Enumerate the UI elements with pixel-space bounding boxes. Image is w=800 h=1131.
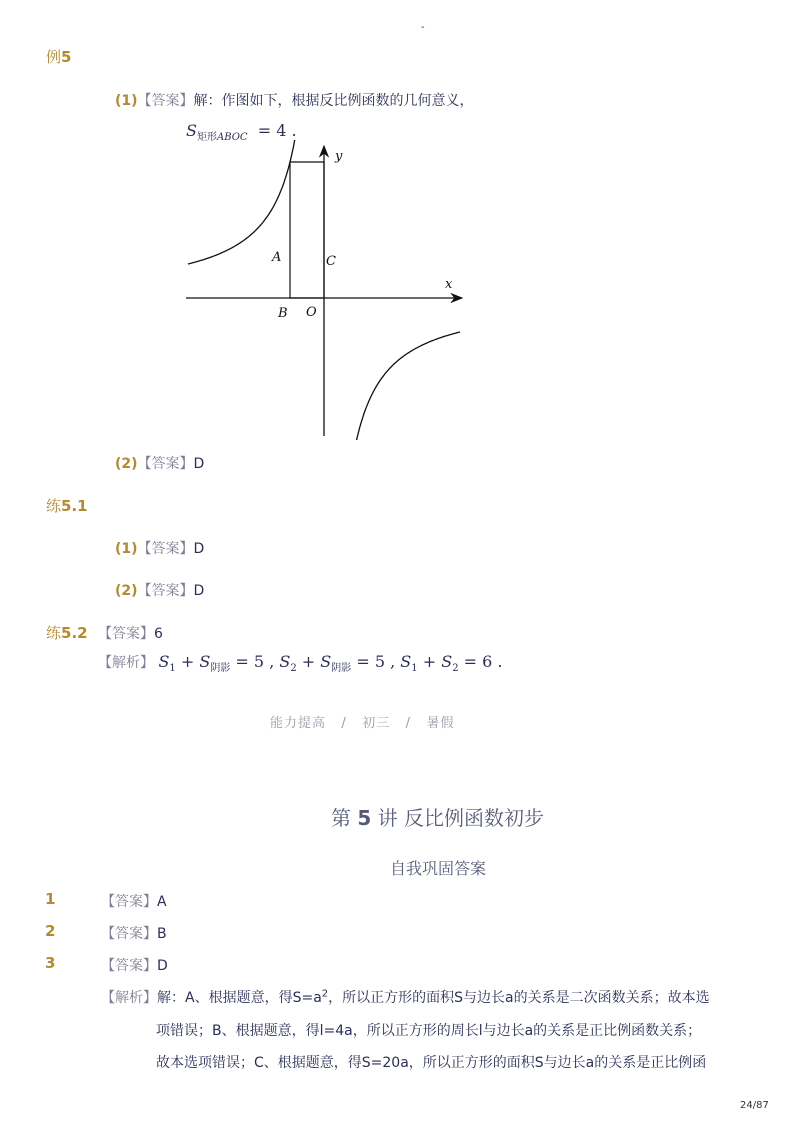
answer-value: D <box>193 456 205 472</box>
eq-op: + <box>296 652 321 671</box>
hyperbola-branch-upper-left <box>188 140 314 264</box>
practice-5-2-answer <box>98 623 163 643</box>
eq-result: = 5 <box>351 652 386 671</box>
formula-symbol: S <box>186 121 197 140</box>
eq-term: S <box>320 652 332 671</box>
answer-tag: 【答案】 <box>137 456 194 472</box>
example-label-prefix: 例 <box>46 48 62 66</box>
formula-sub-cn: 矩形 <box>196 132 217 144</box>
question-answer <box>101 923 167 943</box>
footer-separator: / <box>341 716 347 731</box>
point-label-b: B <box>278 306 288 321</box>
lecture-name: 讲 反比例函数初步 <box>377 806 544 830</box>
example-part1 <box>115 90 474 110</box>
analysis-text: 解：A、根据题意，得S=a <box>157 990 322 1006</box>
practice-label-num: 5.2 <box>61 624 88 642</box>
eq-sub-shade: 阴影 <box>331 663 352 675</box>
eq-sep: , <box>264 652 280 671</box>
answer-tag: 【答案】 <box>98 626 154 642</box>
question-number: 2 <box>45 922 56 940</box>
answer-value: D <box>193 583 205 599</box>
analysis-line-1 <box>101 987 710 1007</box>
header-mark: - <box>421 22 425 33</box>
practice-label-prefix: 练 <box>46 624 62 642</box>
lecture-number: 5 <box>357 806 372 830</box>
analysis-equation <box>158 652 503 675</box>
question-answer <box>101 891 167 911</box>
formula-rhs: = 4 . <box>257 121 297 140</box>
answer-tag: 【答案】 <box>137 93 194 109</box>
question-number: 1 <box>45 890 56 908</box>
example-part2 <box>115 453 204 473</box>
answer-tag: 【答案】 <box>101 958 157 974</box>
eq-sub: 2 <box>290 663 297 675</box>
hyperbola-branch-lower-right <box>335 332 461 440</box>
x-axis-label: x <box>445 277 453 292</box>
answer-tag: 【答案】 <box>137 541 194 557</box>
point-label-a: A <box>272 250 282 265</box>
footer-course: 能力提高 <box>270 716 327 731</box>
origin-label: O <box>306 305 317 320</box>
section-subtitle: 自我巩固答案 <box>390 859 487 878</box>
eq-result: = 5 <box>230 652 265 671</box>
answer-value: 6 <box>154 626 163 642</box>
footer-separator: / <box>405 716 412 731</box>
analysis-tag: 【解析】 <box>98 655 154 671</box>
eq-sub: 2 <box>452 663 459 675</box>
y-axis-label: y <box>335 149 343 164</box>
eq-sep: , <box>385 652 401 671</box>
practice-5-1-part1 <box>115 538 204 558</box>
analysis-superscript: 2 <box>321 988 329 1000</box>
analysis-tag: 【解析】 <box>101 990 157 1006</box>
point-label-c: C <box>326 254 336 269</box>
hyperbola-graph <box>180 140 480 440</box>
answer-tag: 【答案】 <box>101 926 157 942</box>
answer-value: A <box>157 894 167 910</box>
answer-value: D <box>157 958 168 974</box>
practice-5-2-analysis <box>98 652 503 674</box>
answer-tag: 【答案】 <box>101 894 157 910</box>
eq-op: + <box>417 652 442 671</box>
eq-term: S <box>279 652 291 671</box>
practice-5-1-label <box>46 495 88 516</box>
practice-label-prefix: 练 <box>46 497 62 515</box>
eq-term: S <box>199 652 211 671</box>
example-label-num: 5 <box>61 48 72 66</box>
practice-5-2-label <box>46 622 88 643</box>
eq-result: = 6 . <box>458 652 503 671</box>
practice-5-1-part2 <box>115 580 204 600</box>
part-number: (1) <box>115 541 138 557</box>
formula-sub-it: ABOC <box>216 132 248 144</box>
footer-grade: 初三 <box>362 716 391 731</box>
eq-term: S <box>400 652 412 671</box>
part-number: (2) <box>115 456 138 472</box>
lecture-title <box>331 802 544 831</box>
page-number: 24/87 <box>740 1100 769 1111</box>
analysis-line-3: 故本选项错误；C、根据题意，得S=20a，所以正方形的面积S与边长a的关系是正比例函 <box>156 1055 707 1071</box>
solution-text: 解：作图如下，根据反比例函数的几何意义， <box>193 93 474 109</box>
eq-sub: 1 <box>169 663 176 675</box>
question-number: 3 <box>45 954 56 972</box>
eq-sub: 1 <box>411 663 418 675</box>
question-answer <box>101 955 168 975</box>
part-number: (1) <box>115 93 138 109</box>
footer-term: 暑假 <box>426 716 455 731</box>
answer-value: B <box>157 926 167 942</box>
eq-term: S <box>158 652 170 671</box>
practice-label-num: 5.1 <box>61 497 88 515</box>
page-footer-breadcrumb <box>270 712 454 731</box>
part-number: (2) <box>115 583 138 599</box>
rectangle-abco <box>290 162 324 298</box>
answer-tag: 【答案】 <box>137 583 194 599</box>
eq-op: + <box>175 652 200 671</box>
eq-sub-shade: 阴影 <box>210 663 231 675</box>
lecture-prefix: 第 <box>331 806 351 830</box>
eq-term: S <box>441 652 453 671</box>
analysis-text: ，所以正方形的面积S与边长a的关系是二次函数关系；故本选 <box>328 990 710 1006</box>
analysis-line-2: 项错误；B、根据题意，得l=4a，所以正方形的周长l与边长a的关系是正比例函数关系； <box>156 1023 702 1039</box>
answer-value: D <box>193 541 205 557</box>
example-label <box>46 46 71 67</box>
